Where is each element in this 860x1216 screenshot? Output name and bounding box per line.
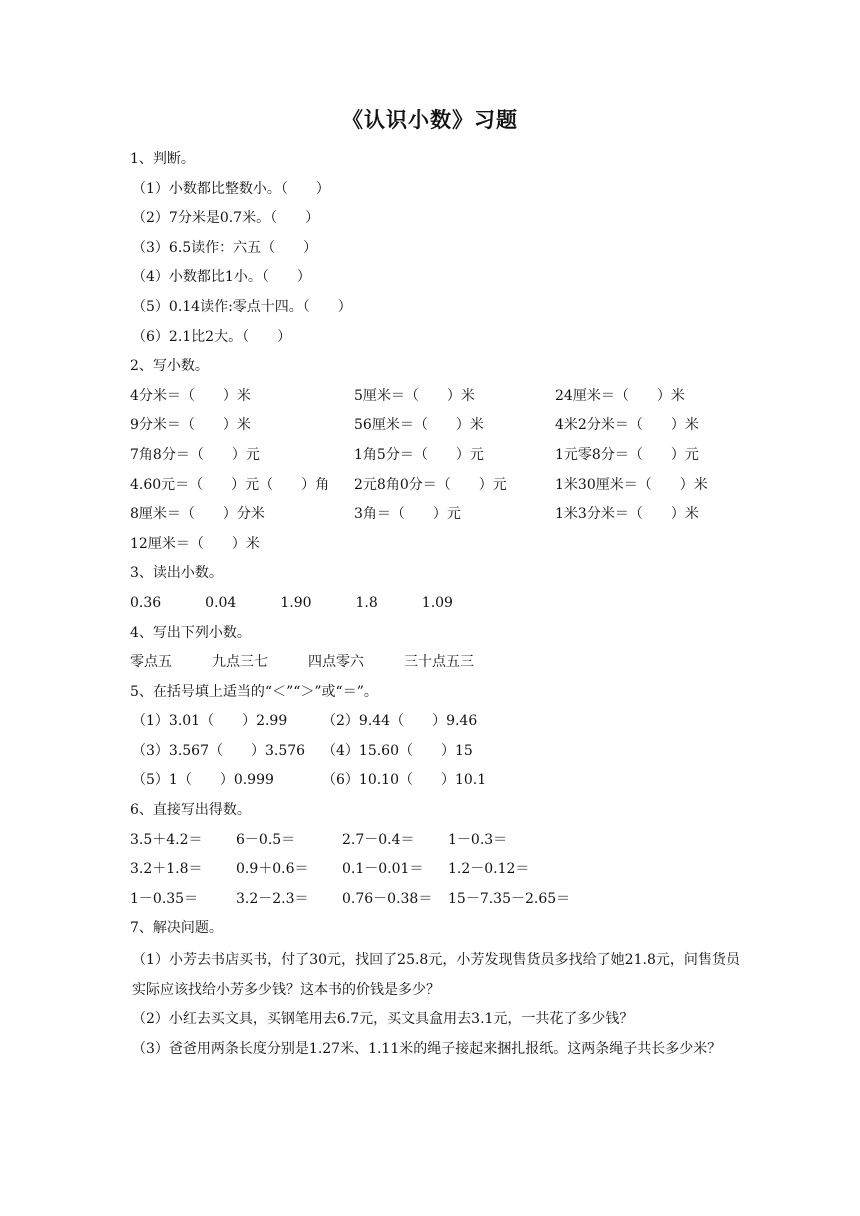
s2-cell: 12厘米＝（ ）米	[130, 535, 260, 552]
s6-expr: 0.9＋0.6＝	[236, 861, 309, 878]
s5-item: （3）3.567（ ）3.576	[132, 742, 306, 759]
s2-cell: 5厘米＝（ ）米	[354, 387, 475, 404]
s6-expr: 0.76－0.38＝	[342, 890, 433, 907]
s3-number: 1.8	[355, 594, 378, 611]
s2-row-3	[130, 443, 740, 473]
s2-row-4	[130, 473, 740, 503]
s1-item-5: （5）0.14读作:零点十四。（ ）	[132, 298, 352, 315]
s2-cell: 1米30厘米＝（ ）米	[555, 476, 708, 493]
s1-item-2: （2）7分米是0.7米。（ ）	[132, 210, 320, 227]
s4-word: 零点五	[130, 654, 172, 671]
s5-row-2	[130, 739, 740, 769]
s5-row-1	[130, 709, 740, 739]
s6-expr: 15－7.35－2.65＝	[448, 890, 571, 907]
section-6-heading: 6、直接写出得数。	[130, 802, 251, 819]
s6-expr: 1.2－0.12＝	[448, 861, 530, 878]
s2-row-2	[130, 413, 740, 443]
section-7-heading: 7、解决问题。	[130, 920, 223, 937]
s2-cell: 1元零8分＝（ ）元	[555, 446, 699, 463]
s2-cell: 9分米＝（ ）米	[130, 417, 251, 434]
s4-word: 九点三七	[212, 654, 268, 671]
s6-expr: 2.7－0.4＝	[342, 831, 415, 848]
s2-row-5	[130, 502, 740, 532]
s2-cell: 56厘米＝（ ）米	[354, 417, 484, 434]
s5-item: （4）15.60（ ）15	[322, 742, 473, 759]
s2-cell: 4.60元＝（ ）元（ ）角	[130, 476, 330, 493]
s7-problem-2: （2）小红去买文具，买钢笔用去6.7元，买文具盒用去3.1元，一共花了多少钱？	[132, 1011, 634, 1028]
s2-cell: 4分米＝（ ）米	[130, 387, 251, 404]
s2-cell: 8厘米＝（ ）分米	[130, 506, 265, 523]
section-1-heading: 1、判断。	[130, 151, 195, 167]
s4-row	[130, 650, 740, 680]
s6-expr: 3.2＋1.8＝	[130, 861, 203, 878]
s6-expr: 6－0.5＝	[236, 831, 296, 848]
s6-row-1	[130, 828, 740, 858]
s5-item: （6）10.10（ ）10.1	[322, 772, 487, 789]
section-2-heading: 2、写小数。	[130, 358, 209, 375]
s2-cell: 1角5分＝（ ）元	[354, 446, 484, 463]
s2-cell: 1米3分米＝（ ）米	[555, 506, 699, 523]
s6-expr: 1－0.3＝	[448, 831, 508, 848]
s3-row	[130, 591, 740, 621]
s3-number: 1.90	[280, 594, 312, 611]
section-4-heading: 4、写出下列小数。	[130, 624, 251, 641]
s5-item: （1）3.01（ ）2.99	[132, 713, 288, 730]
s7-problem-1: （1）小芳去书店买书，付了30元，找回了25.8元，小芳发现售货员多找给了她21.8元，问售货员实际应该找给小芳多少钱？这本书的价钱是多少？	[132, 952, 740, 998]
s2-cell: 24厘米＝（ ）米	[555, 387, 685, 404]
s2-cell: 7角8分＝（ ）元	[130, 446, 260, 463]
s1-item-4: （4）小数都比1小。（ ）	[132, 269, 311, 286]
s5-item: （5）1（ ）0.999	[132, 772, 274, 789]
s6-expr: 3.5＋4.2＝	[130, 831, 203, 848]
s6-expr: 0.1－0.01＝	[342, 861, 424, 878]
s2-cell: 2元8角0分＝（ ）元	[354, 476, 507, 493]
section-3-heading: 3、读出小数。	[130, 565, 223, 582]
s6-expr: 1－0.35＝	[130, 890, 199, 907]
s1-item-1: （1）小数都比整数小。（ ）	[132, 180, 330, 197]
s3-number: 1.09	[421, 594, 453, 611]
s4-word: 四点零六	[308, 654, 364, 671]
section-5-heading: 5、在括号填上适当的“＜”“＞”或“＝”。	[130, 683, 378, 700]
page-title: 《认识小数》习题	[342, 108, 518, 132]
s3-number: 0.04	[205, 594, 237, 611]
s3-number: 0.36	[130, 594, 162, 611]
s4-word: 三十点五三	[404, 654, 474, 671]
s2-cell: 4米2分米＝（ ）米	[555, 417, 699, 434]
worksheet-content	[130, 147, 740, 1064]
s1-item-3: （3）6.5读作：六五（ ）	[132, 239, 318, 256]
s1-item-6: （6）2.1比2大。（ ）	[132, 328, 292, 345]
s2-row-1	[130, 384, 740, 414]
s2-row-6	[130, 532, 740, 562]
s6-row-2	[130, 857, 740, 887]
s5-row-3	[130, 768, 740, 798]
s2-cell: 3角＝（ ）元	[354, 506, 461, 523]
s6-expr: 3.2－2.3＝	[236, 890, 309, 907]
s7-problem-3: （3）爸爸用两条长度分别是1.27米、1.11米的绳子接起来捆扎报纸。这两条绳子共长多少米？	[132, 1040, 722, 1057]
s5-item: （2）9.44（ ）9.46	[322, 713, 478, 730]
s6-row-3	[130, 887, 740, 917]
